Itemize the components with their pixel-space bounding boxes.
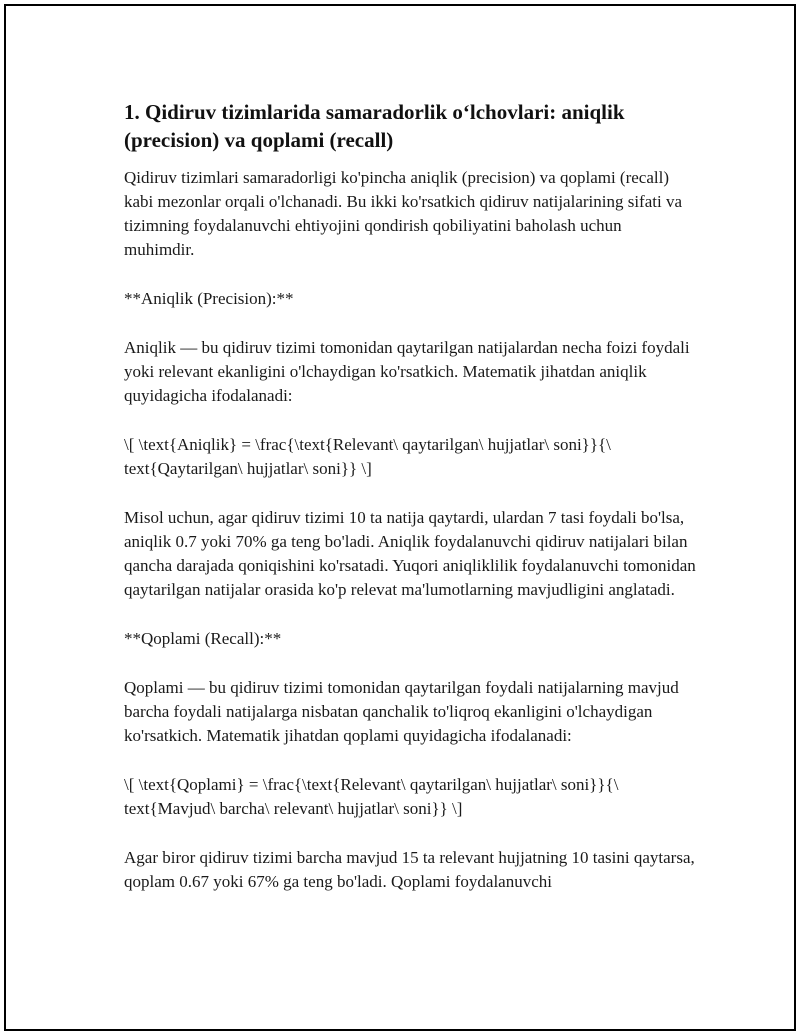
formula-recall: \[ \text{Qoplami} = \frac{\text{Relevant\ qaytarilgan\ hujjatlar\ soni}}{\ text{Mavjud\ barcha\ relevant\ hujjatlar\ soni}} \] [124,775,623,818]
paragraph-recall-example: Agar biror qidiruv tizimi barcha mavjud 15 ta relevant hujjatning 10 tasini qaytarsa, qoplam 0.67 yoki 67% ga teng bo'ladi. Qoplami foydalanuvchi [124,848,700,891]
heading-recall: **Qoplami (Recall):** [124,629,282,648]
page-frame [4,4,796,1031]
document-title: 1. Qidiruv tizimlarida samaradorlik o‘lchovlari: aniqlik (precision) va qoplami (recall) [124,100,625,152]
paragraph-recall-definition: Qoplami — bu qidiruv tizimi tomonidan qaytarilgan foydali natijalarning mavjud barcha foydali natijalarga nisbatan qanchalik to'liqroq ekanligini o'lchaydigan ko'rsatkich. Matematik jihatdan qoplami quyidagicha ifodalanadi: [124,678,683,745]
paragraph-precision-example: Misol uchun, agar qidiruv tizimi 10 ta natija qaytardi, ulardan 7 tasi foydali bo'lsa, aniqlik 0.7 yoki 70% ga teng bo'ladi. Aniqlik foydalanuvchi qidiruv natijalari bilan qancha darajada qoniqishini ko'rsatadi. Yuqori aniqliklilik foydalanuvchi tomonidan qaytarilgan natijalar orasida ko'p relevat ma'lumotlarning mavjudligini anglatadi. [124,508,701,599]
formula-precision: \[ \text{Aniqlik} = \frac{\text{Relevant\ qaytarilgan\ hujjatlar\ soni}}{\ text{Qaytarilgan\ hujjatlar\ soni}} \] [124,435,616,478]
paragraph-precision-definition: Aniqlik — bu qidiruv tizimi tomonidan qaytarilgan natijalardan necha foizi foydali yoki relevant ekanligini o'lchaydigan ko'rsatkich. Matematik jihatdan aniqlik quyidagicha ifodalanadi: [124,338,694,405]
paragraph-intro: Qidiruv tizimlari samaradorligi ko'pincha aniqlik (precision) va qoplami (recall) kabi mezonlar orqali o'lchanadi. Bu ikki ko'rsatkich qidiruv natijalarining sifati va tizimning foydalanuvchi ehtiyojini qondirish qobiliyatini baholash uchun muhimdir. [124,168,687,259]
document-body [124,98,701,894]
heading-precision: **Aniqlik (Precision):** [124,289,294,308]
